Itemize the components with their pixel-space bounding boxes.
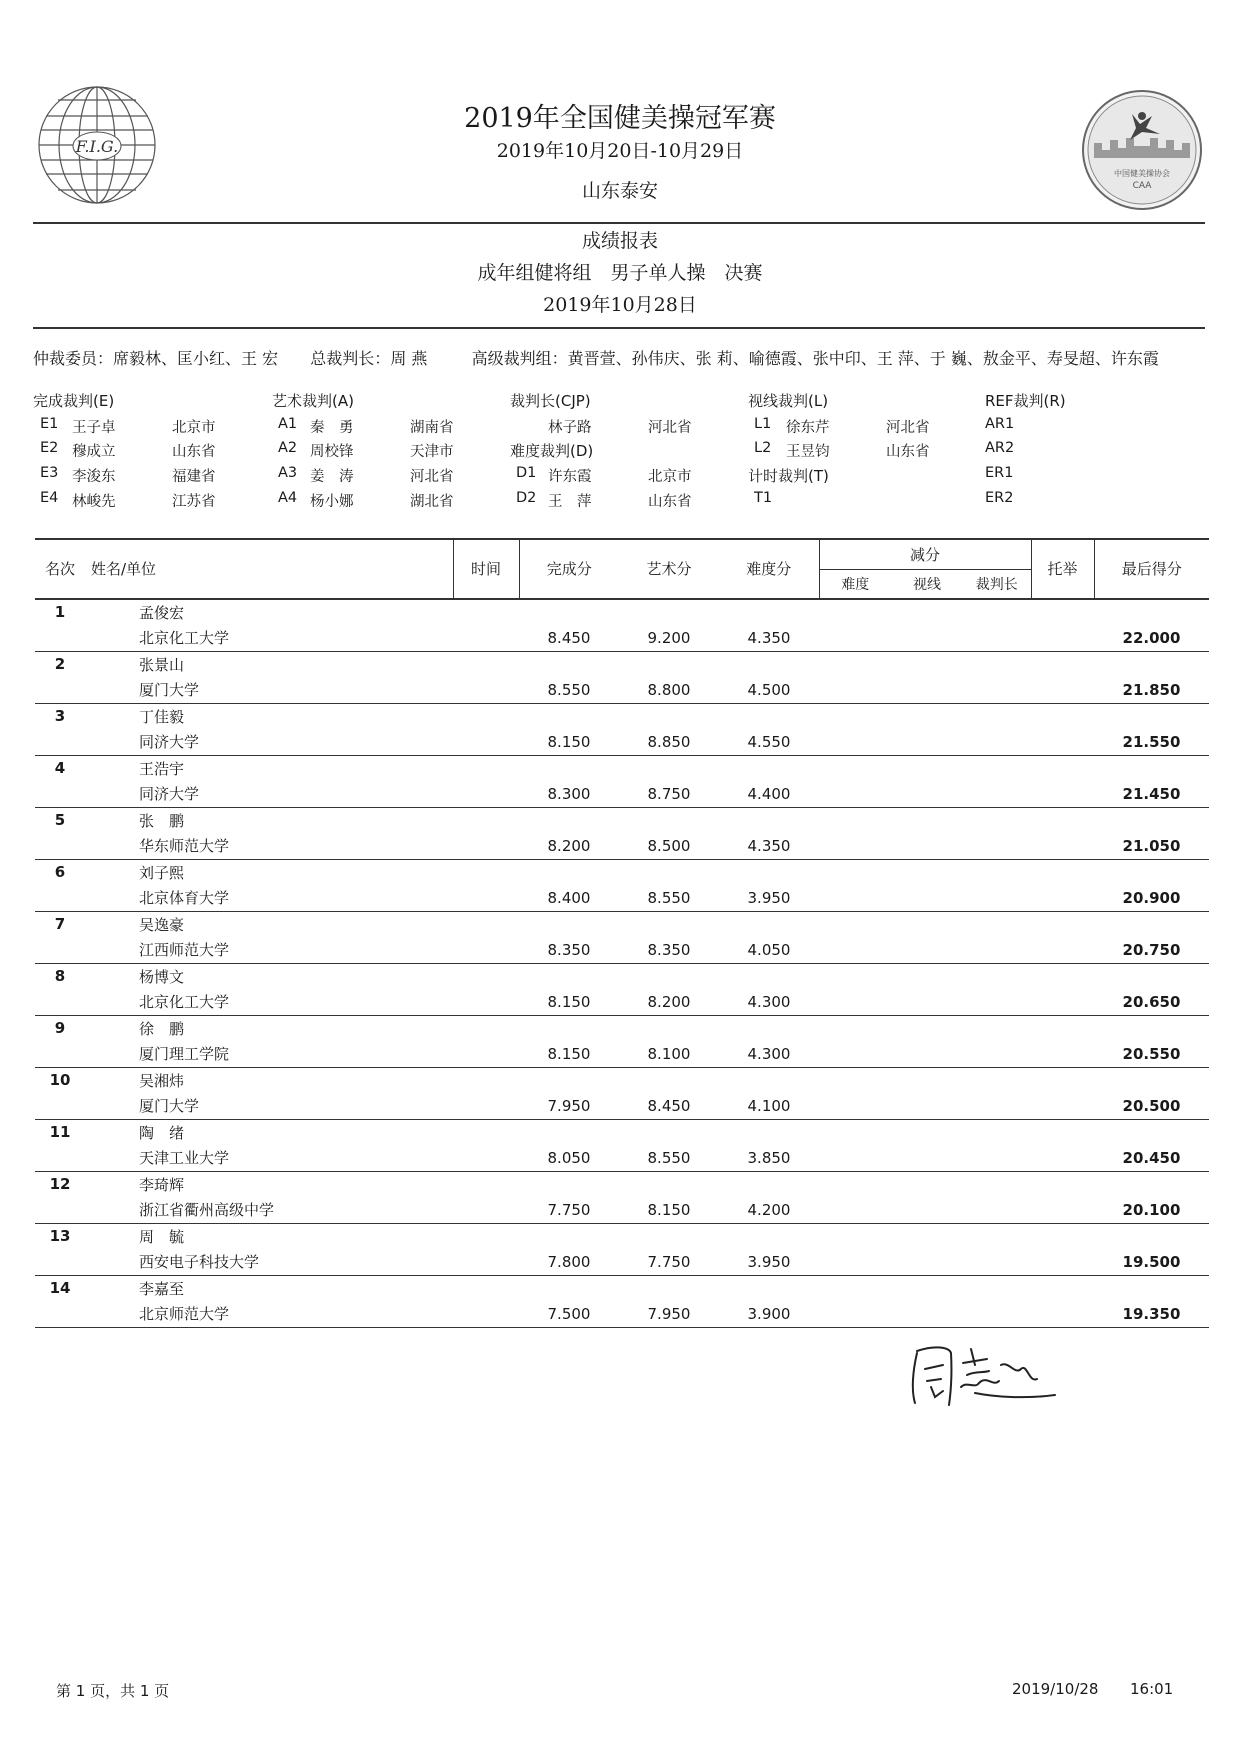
judge-code: AR2 — [985, 440, 1015, 456]
athlete-name: 周 毓 — [139, 1227, 185, 1246]
rank: 9 — [54, 1019, 66, 1038]
table-row-detail — [35, 989, 1209, 1015]
judge-region: 湖南省 — [410, 420, 454, 436]
final-score: 20.750 — [1094, 937, 1209, 963]
table-row — [35, 1223, 1209, 1249]
rank: 1 — [54, 603, 66, 622]
execution-score: 8.050 — [519, 1145, 619, 1171]
rank: 5 — [54, 811, 66, 830]
table-row-detail — [35, 677, 1209, 703]
event-title: 2019年全国健美操冠军赛 — [464, 103, 776, 134]
difficulty-score: 4.350 — [719, 833, 819, 859]
athlete-unit: 北京化工大学 — [85, 989, 453, 1015]
judge-name: 秦 勇 — [310, 420, 354, 436]
header-deductions: 减分 — [819, 539, 1031, 569]
execution-score: 8.200 — [519, 833, 619, 859]
judge-region: 湖北省 — [410, 494, 454, 510]
execution-score: 8.150 — [519, 989, 619, 1015]
final-score: 21.450 — [1094, 781, 1209, 807]
final-score: 19.500 — [1094, 1249, 1209, 1275]
judge-region: 河北省 — [410, 469, 454, 485]
artistic-score: 8.350 — [619, 937, 719, 963]
artistic-score: 8.750 — [619, 781, 719, 807]
judge-region: 天津市 — [410, 444, 454, 460]
header-time: 时间 — [453, 539, 519, 599]
judge-region: 北京市 — [172, 420, 216, 436]
table-row — [35, 1015, 1209, 1041]
difficulty-score: 3.950 — [719, 1249, 819, 1275]
athlete-name: 陶 绪 — [139, 1123, 185, 1142]
difficulty-score: 4.050 — [719, 937, 819, 963]
artistic-score: 8.450 — [619, 1093, 719, 1119]
table-row — [35, 859, 1209, 885]
rank: 13 — [49, 1227, 71, 1246]
execution-score: 7.950 — [519, 1093, 619, 1119]
difficulty-score: 4.550 — [719, 729, 819, 755]
rank: 2 — [54, 655, 66, 674]
judge-region: 山东省 — [648, 494, 692, 510]
caa-logo-abbr: CAA — [1132, 181, 1152, 191]
execution-score: 8.150 — [519, 1041, 619, 1067]
execution-score: 7.500 — [519, 1301, 619, 1327]
rank: 11 — [49, 1123, 71, 1142]
judge-code: A1 — [278, 416, 298, 432]
results-table — [35, 538, 1209, 1328]
athlete-unit: 厦门大学 — [85, 1093, 453, 1119]
judge-name: 徐东芹 — [786, 420, 830, 436]
event-dates: 2019年10月20日-10月29日 — [496, 140, 744, 162]
header-ded-chief: 裁判长 — [963, 569, 1031, 599]
difficulty-score: 4.500 — [719, 677, 819, 703]
table-row-detail — [35, 729, 1209, 755]
artistic-judges-title: 艺术裁判(A) — [272, 392, 354, 410]
athlete-name: 吴逸豪 — [139, 915, 185, 934]
rank: 12 — [49, 1175, 71, 1194]
difficulty-score: 4.350 — [719, 625, 819, 651]
final-score: 22.000 — [1094, 625, 1209, 651]
rank: 3 — [54, 707, 66, 726]
footer-page-info: 第 1 页，共 1 页 — [56, 1682, 170, 1700]
artistic-score: 8.550 — [619, 1145, 719, 1171]
judge-name: 周校锋 — [310, 444, 354, 460]
header-divider — [33, 222, 1205, 224]
artistic-score: 8.500 — [619, 833, 719, 859]
cjp-title: 裁判长(CJP) — [510, 392, 591, 410]
caa-logo — [1080, 88, 1204, 212]
senior-judges-label: 高级裁判组： — [471, 349, 568, 368]
execution-score: 7.750 — [519, 1197, 619, 1223]
difficulty-score: 4.200 — [719, 1197, 819, 1223]
judge-region: 北京市 — [648, 469, 692, 485]
cjp-name: 林子路 — [548, 420, 592, 436]
judge-code: E4 — [40, 490, 59, 506]
rank: 6 — [54, 863, 66, 882]
judge-name: 王 萍 — [548, 494, 592, 510]
signature — [905, 1335, 1085, 1415]
athlete-unit: 厦门大学 — [85, 677, 453, 703]
table-row-detail — [35, 1249, 1209, 1275]
table-row-detail — [35, 1301, 1209, 1327]
execution-score: 8.150 — [519, 729, 619, 755]
artistic-score: 9.200 — [619, 625, 719, 651]
table-row — [35, 1275, 1209, 1301]
difficulty-score: 4.300 — [719, 1041, 819, 1067]
difficulty-judges-title: 难度裁判(D) — [510, 442, 594, 460]
athlete-name: 杨博文 — [139, 967, 185, 986]
table-row — [35, 599, 1209, 626]
athlete-unit: 江西师范大学 — [85, 937, 453, 963]
judge-name: 杨小娜 — [310, 494, 354, 510]
table-row-detail — [35, 937, 1209, 963]
judge-code: L2 — [754, 440, 772, 456]
athlete-name: 刘子熙 — [139, 863, 185, 882]
judge-code: E3 — [40, 465, 59, 481]
judge-code: E2 — [40, 440, 59, 456]
judge-name: 王子卓 — [72, 420, 116, 436]
judge-region: 福建省 — [172, 469, 216, 485]
final-score: 20.650 — [1094, 989, 1209, 1015]
judge-code: A2 — [278, 440, 298, 456]
judge-region: 江苏省 — [172, 494, 216, 510]
judge-code: T1 — [754, 490, 773, 506]
artistic-score: 7.750 — [619, 1249, 719, 1275]
final-score: 20.450 — [1094, 1145, 1209, 1171]
difficulty-score: 3.950 — [719, 885, 819, 911]
chief-judge: 周 燕 — [390, 349, 428, 368]
athlete-unit: 浙江省衢州高级中学 — [85, 1197, 453, 1223]
header-execution: 完成分 — [519, 539, 619, 599]
execution-score: 8.300 — [519, 781, 619, 807]
judge-code: L1 — [754, 416, 772, 432]
execution-score: 8.400 — [519, 885, 619, 911]
rank: 4 — [54, 759, 66, 778]
final-score: 20.100 — [1094, 1197, 1209, 1223]
time-judges-title: 计时裁判(T) — [748, 467, 829, 485]
table-row — [35, 1171, 1209, 1197]
athlete-name: 张 鹏 — [139, 811, 185, 830]
final-score: 20.550 — [1094, 1041, 1209, 1067]
artistic-score: 8.800 — [619, 677, 719, 703]
header-rank: 名次 — [35, 539, 85, 599]
judge-name: 王昱钧 — [786, 444, 830, 460]
judge-code: D1 — [516, 465, 537, 481]
difficulty-score: 4.100 — [719, 1093, 819, 1119]
final-score: 19.350 — [1094, 1301, 1209, 1327]
artistic-score: 8.200 — [619, 989, 719, 1015]
judge-name: 林峻先 — [72, 494, 116, 510]
line-judges-title: 视线裁判(L) — [748, 392, 829, 410]
header-name-unit: 姓名/单位 — [85, 539, 453, 599]
header-lift: 托举 — [1031, 539, 1094, 599]
execution-score: 8.550 — [519, 677, 619, 703]
athlete-name: 王浩宇 — [139, 759, 185, 778]
difficulty-score: 3.850 — [719, 1145, 819, 1171]
difficulty-score: 4.400 — [719, 781, 819, 807]
table-row-detail — [35, 1041, 1209, 1067]
fig-logo — [36, 84, 158, 206]
table-row — [35, 911, 1209, 937]
caa-logo-text: 中国健美操协会 — [1114, 169, 1170, 178]
rank: 14 — [49, 1279, 71, 1298]
cjp-region: 河北省 — [648, 420, 692, 436]
table-row-detail — [35, 833, 1209, 859]
artistic-score: 8.100 — [619, 1041, 719, 1067]
artistic-score: 8.850 — [619, 729, 719, 755]
table-row — [35, 651, 1209, 677]
judge-code: ER2 — [985, 490, 1014, 506]
jury-members: 席毅林、匡小红、王 宏 — [113, 349, 279, 368]
judge-code: A3 — [278, 465, 298, 481]
athlete-unit: 北京体育大学 — [85, 885, 453, 911]
athlete-unit: 北京师范大学 — [85, 1301, 453, 1327]
athlete-name: 吴湘炜 — [139, 1071, 185, 1090]
senior-judges: 黄晋萱、孙伟庆、张 莉、喻德霞、张中印、王 萍、于 巍、敖金平、寿旻超、许东霞 — [567, 349, 1159, 368]
fig-logo-text: F.I.G. — [75, 137, 119, 156]
final-score: 20.500 — [1094, 1093, 1209, 1119]
report-title: 成绩报表 — [581, 230, 658, 252]
artistic-score: 8.550 — [619, 885, 719, 911]
judge-code: E1 — [40, 416, 59, 432]
report-divider — [33, 327, 1205, 329]
athlete-unit: 华东师范大学 — [85, 833, 453, 859]
artistic-score: 7.950 — [619, 1301, 719, 1327]
report-date: 2019年10月28日 — [543, 294, 697, 316]
athlete-name: 李琦辉 — [139, 1175, 185, 1194]
judge-name: 李浚东 — [72, 469, 116, 485]
header-artistic: 艺术分 — [619, 539, 719, 599]
execution-score: 8.450 — [519, 625, 619, 651]
judge-code: AR1 — [985, 416, 1015, 432]
execution-score: 8.350 — [519, 937, 619, 963]
officials-line — [33, 346, 1159, 369]
rank: 8 — [54, 967, 66, 986]
table-row — [35, 755, 1209, 781]
table-row-detail — [35, 625, 1209, 651]
artistic-score: 8.150 — [619, 1197, 719, 1223]
athlete-unit: 北京化工大学 — [85, 625, 453, 651]
athlete-unit: 天津工业大学 — [85, 1145, 453, 1171]
rank: 10 — [49, 1071, 71, 1090]
athlete-name: 李嘉至 — [139, 1279, 185, 1298]
final-score: 21.050 — [1094, 833, 1209, 859]
table-row-detail — [35, 1145, 1209, 1171]
table-row-detail — [35, 885, 1209, 911]
rank: 7 — [54, 915, 66, 934]
header-difficulty: 难度分 — [719, 539, 819, 599]
footer-date: 2019/10/28 — [1012, 1680, 1099, 1698]
chief-judge-label: 总裁判长： — [310, 349, 391, 368]
table-row — [35, 963, 1209, 989]
difficulty-score: 3.900 — [719, 1301, 819, 1327]
athlete-unit: 厦门理工学院 — [85, 1041, 453, 1067]
judge-name: 穆成立 — [72, 444, 116, 460]
final-score: 20.900 — [1094, 885, 1209, 911]
judge-code: A4 — [278, 490, 298, 506]
athlete-name: 丁佳毅 — [139, 707, 185, 726]
judge-region: 山东省 — [886, 444, 930, 460]
judge-code: ER1 — [985, 465, 1014, 481]
judge-region: 河北省 — [886, 420, 930, 436]
event-location: 山东泰安 — [581, 180, 658, 202]
footer-time: 16:01 — [1130, 1680, 1174, 1698]
judge-region: 山东省 — [172, 444, 216, 460]
final-score: 21.850 — [1094, 677, 1209, 703]
table-row-detail — [35, 781, 1209, 807]
execution-judges-title: 完成裁判(E) — [33, 392, 115, 410]
header-final: 最后得分 — [1094, 539, 1209, 599]
final-score: 21.550 — [1094, 729, 1209, 755]
table-row — [35, 703, 1209, 729]
athlete-unit: 西安电子科技大学 — [85, 1249, 453, 1275]
judge-name: 姜 涛 — [310, 469, 354, 485]
table-row — [35, 1067, 1209, 1093]
table-row — [35, 1119, 1209, 1145]
header-ded-difficulty: 难度 — [819, 569, 891, 599]
athlete-unit: 同济大学 — [85, 781, 453, 807]
ref-judges-title: REF裁判(R) — [985, 392, 1066, 410]
report-category: 成年组健将组 男子单人操 决赛 — [477, 262, 763, 284]
athlete-name: 张景山 — [139, 655, 185, 674]
athlete-name: 徐 鹏 — [139, 1019, 185, 1038]
table-row — [35, 807, 1209, 833]
jury-label: 仲裁委员： — [33, 349, 114, 368]
difficulty-score: 4.300 — [719, 989, 819, 1015]
athlete-name: 孟俊宏 — [139, 603, 185, 622]
execution-score: 7.800 — [519, 1249, 619, 1275]
judge-code: D2 — [516, 490, 537, 506]
athlete-unit: 同济大学 — [85, 729, 453, 755]
header-ded-line: 视线 — [891, 569, 963, 599]
judge-name: 许东霞 — [548, 469, 592, 485]
table-row-detail — [35, 1093, 1209, 1119]
table-row-detail — [35, 1197, 1209, 1223]
